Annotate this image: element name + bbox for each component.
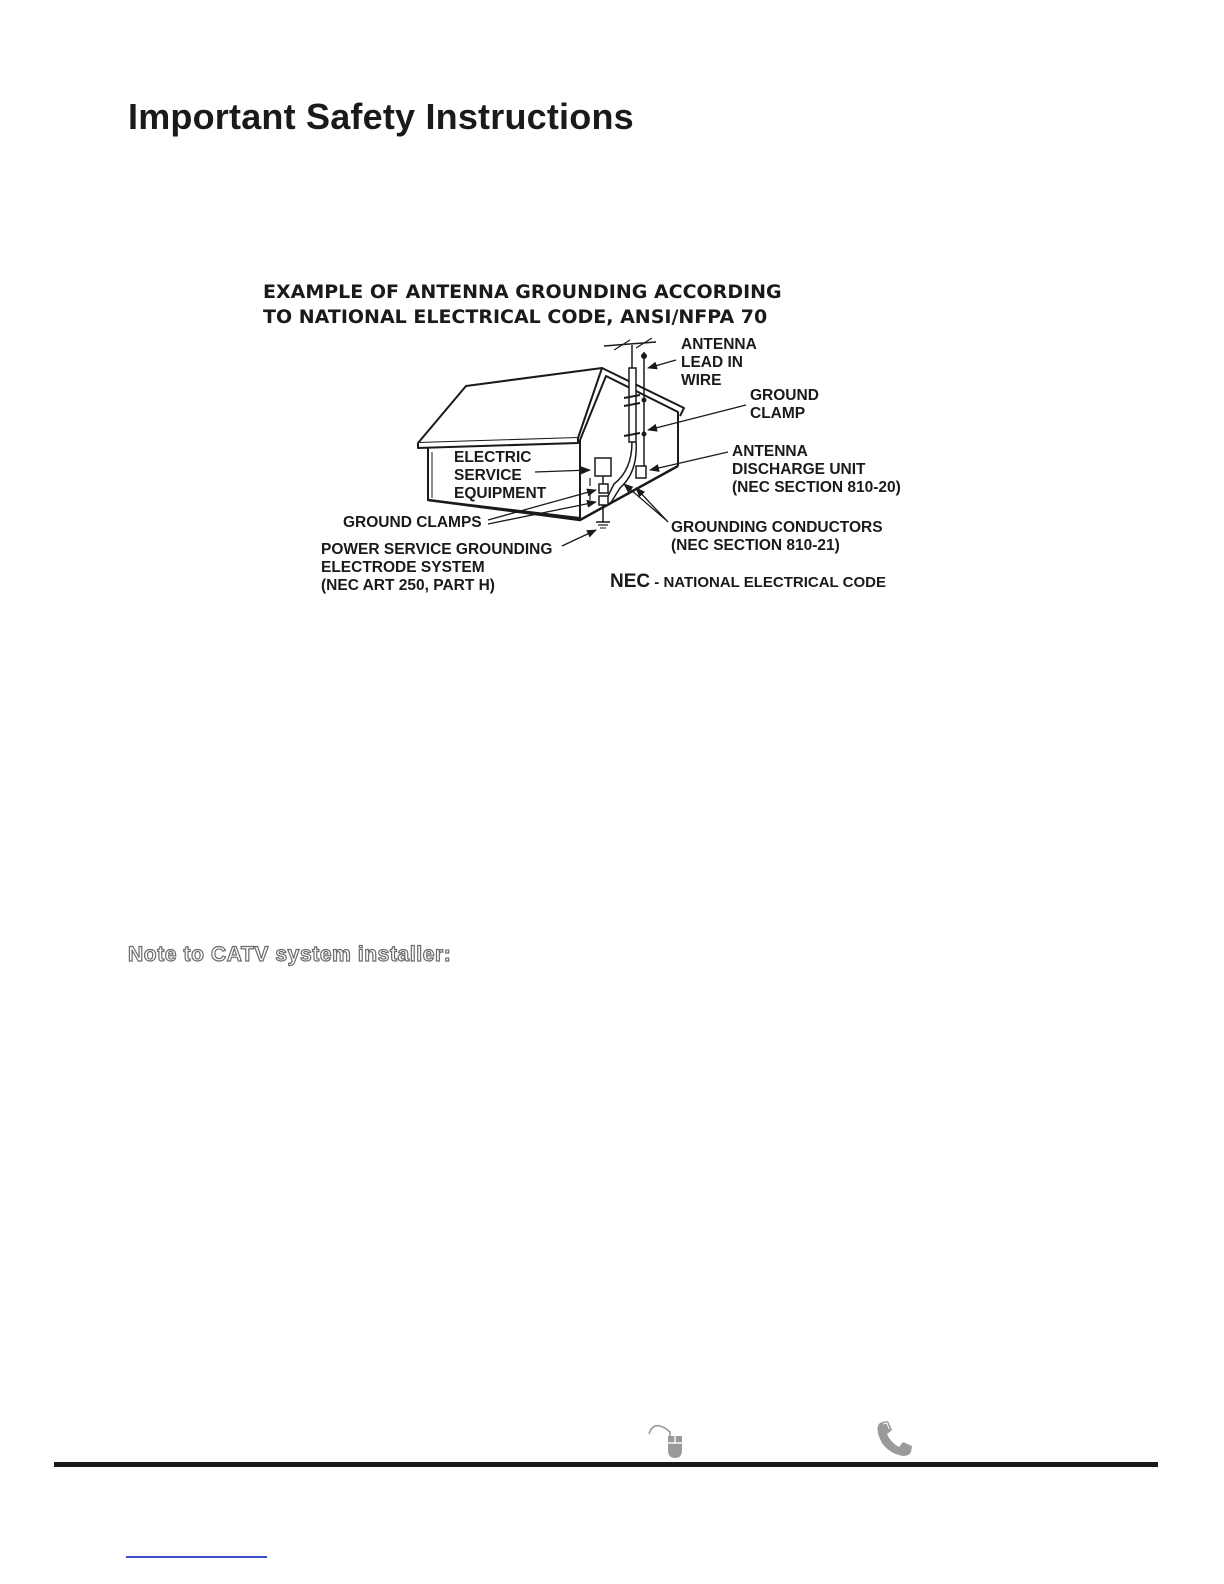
- svg-text:DISCHARGE UNIT: DISCHARGE UNIT: [732, 461, 866, 478]
- mouse-icon: [646, 1416, 690, 1460]
- label-grounding-conductors: [671, 519, 883, 554]
- svg-text:POWER SERVICE GROUNDING: POWER SERVICE GROUNDING: [321, 541, 553, 558]
- svg-text:(NEC ART 250, PART H): (NEC ART 250, PART H): [321, 577, 495, 594]
- page-title: Important Safety Instructions: [128, 96, 634, 137]
- nec-legend: [610, 571, 886, 592]
- footer-link-underline[interactable]: [126, 1556, 267, 1558]
- diagram-heading-line2: TO NATIONAL ELECTRICAL CODE, ANSI/NFPA 70: [263, 306, 768, 328]
- label-ground-clamps: GROUND CLAMPS: [343, 514, 482, 531]
- svg-text:(NEC SECTION 810-20): (NEC SECTION 810-20): [732, 479, 901, 496]
- nec-definition: - NATIONAL ELECTRICAL CODE: [650, 574, 886, 591]
- note-heading: Note to CATV system installer:: [128, 943, 452, 966]
- phone-icon: [874, 1418, 914, 1458]
- leader-lines: [488, 360, 746, 546]
- svg-text:ANTENNA: ANTENNA: [681, 336, 757, 353]
- svg-text:GROUNDING CONDUCTORS: GROUNDING CONDUCTORS: [671, 519, 883, 536]
- svg-text:ANTENNA: ANTENNA: [732, 443, 808, 460]
- svg-text:(NEC SECTION 810-21): (NEC SECTION 810-21): [671, 537, 840, 554]
- nec-abbrev: NEC: [610, 571, 651, 592]
- svg-text:GROUND: GROUND: [750, 387, 819, 404]
- diagram-heading-line1: EXAMPLE OF ANTENNA GROUNDING ACCORDING: [263, 281, 782, 303]
- label-ground-clamp: [750, 387, 819, 422]
- svg-text:LEAD IN: LEAD IN: [681, 354, 743, 371]
- svg-text:EQUIPMENT: EQUIPMENT: [454, 485, 547, 502]
- label-antenna-discharge-unit: [732, 443, 901, 496]
- label-power-service-grounding: [321, 541, 552, 594]
- svg-text:SERVICE: SERVICE: [454, 467, 522, 484]
- label-antenna-lead-in-wire: [681, 336, 757, 389]
- house-illustration: [418, 368, 684, 520]
- label-electric-service-equipment: [454, 449, 547, 502]
- svg-text:ELECTRIC: ELECTRIC: [454, 449, 532, 466]
- antenna-mast: [590, 338, 656, 528]
- svg-text:WIRE: WIRE: [681, 372, 722, 389]
- svg-text:ELECTRODE SYSTEM: ELECTRODE SYSTEM: [321, 559, 485, 576]
- svg-text:CLAMP: CLAMP: [750, 405, 806, 422]
- footer-divider: [54, 1462, 1158, 1467]
